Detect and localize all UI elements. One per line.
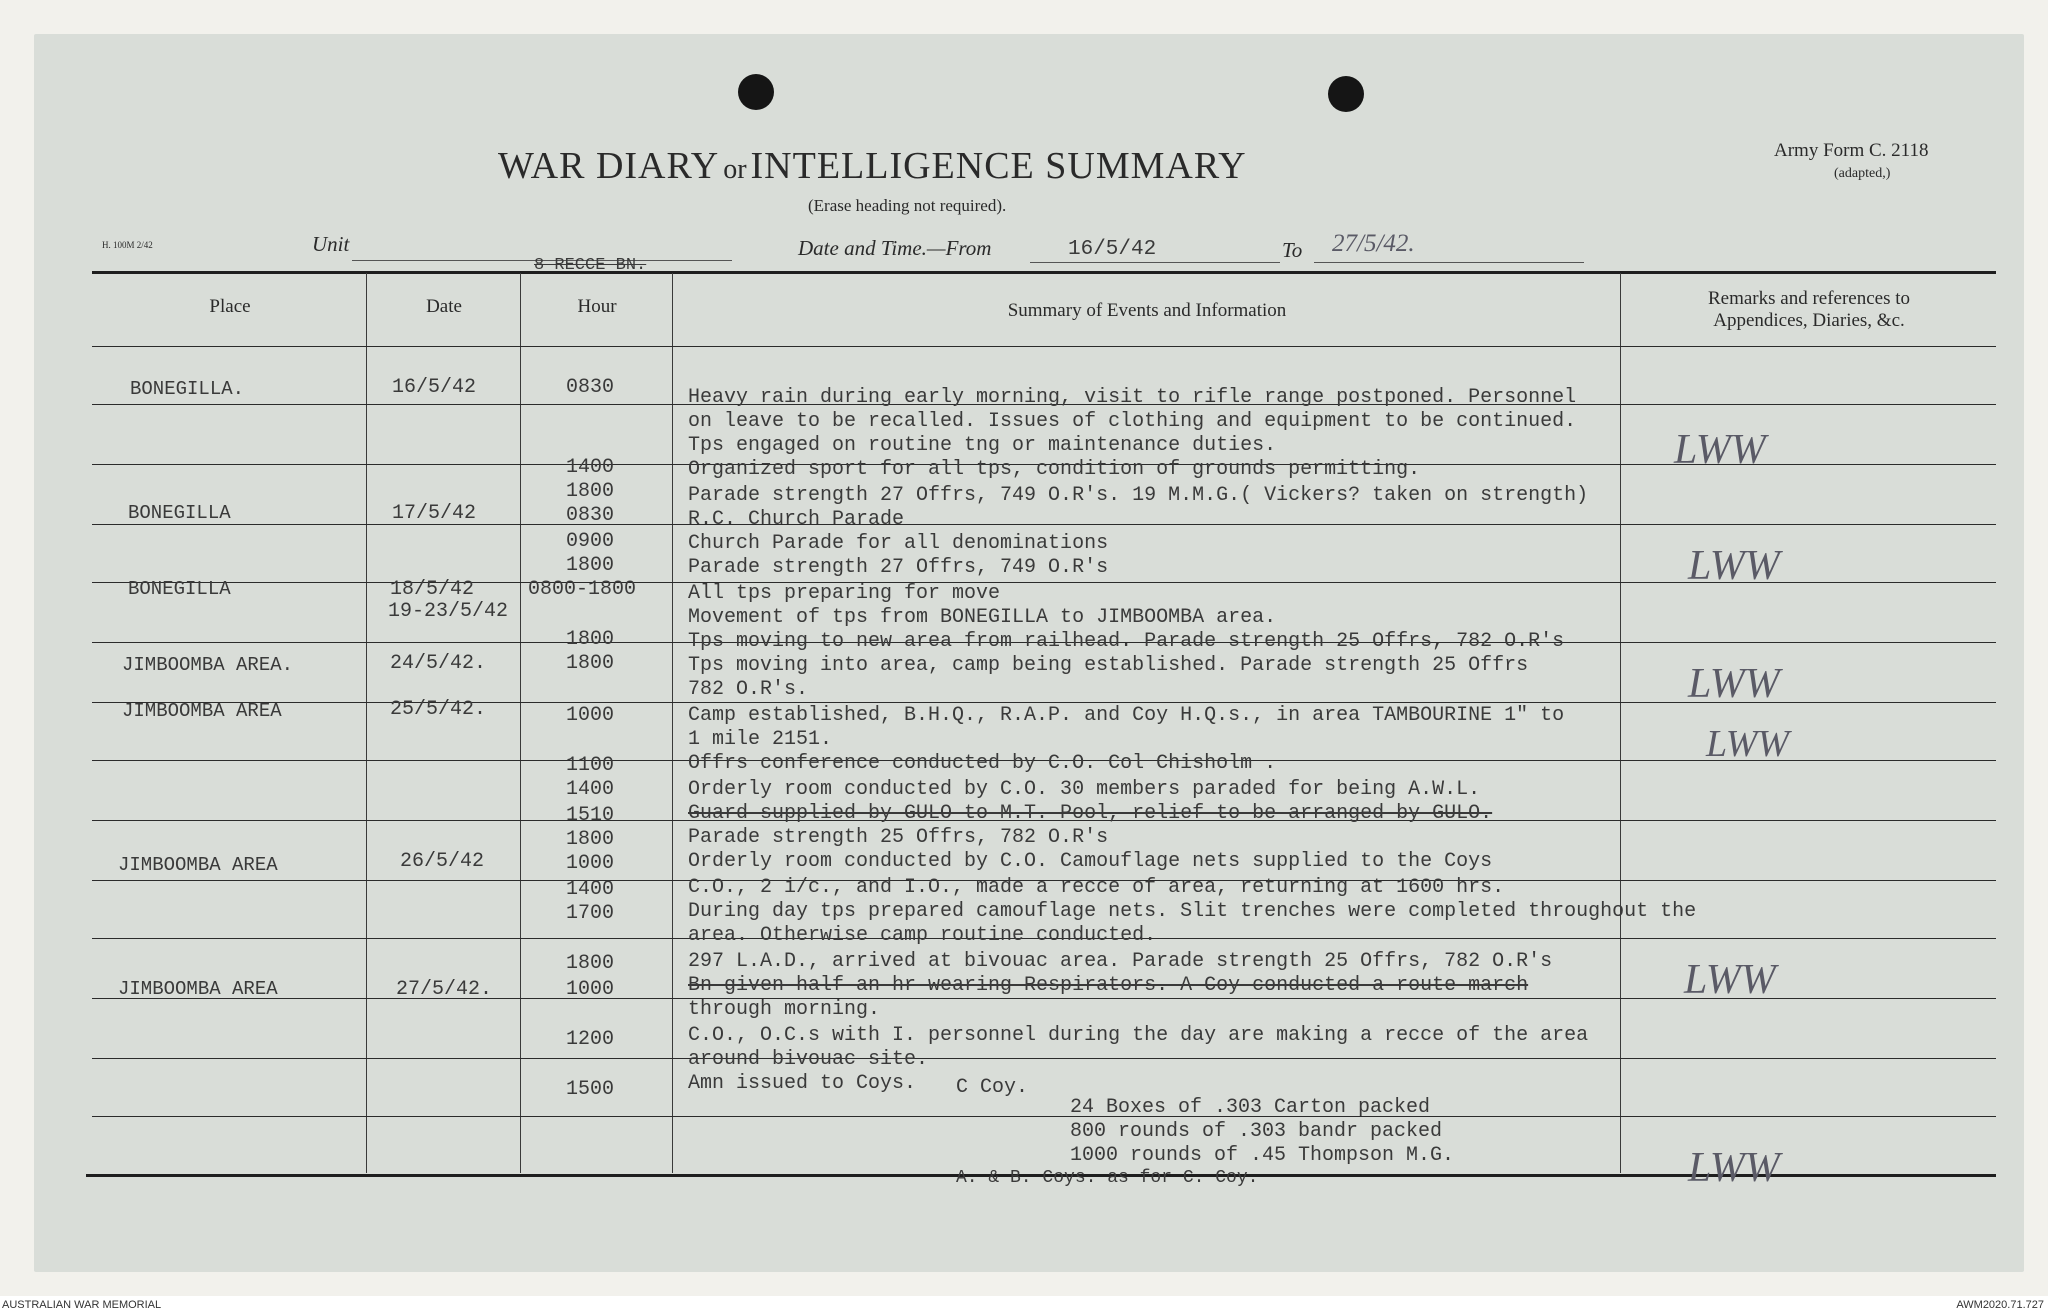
column-header-remarks: Remarks and references to Appendices, Diaries, &c.: [1707, 288, 1911, 331]
summary-line: Church Parade for all denominations: [688, 532, 1109, 555]
hour-cell: 1000: [566, 704, 615, 727]
hour-cell: 1000: [566, 852, 615, 875]
form-subtitle: (Erase heading not required).: [808, 196, 1007, 215]
hour-cell: 1400: [566, 456, 615, 479]
summary-line: 782 O.R's.: [688, 678, 809, 701]
column-divider: [366, 273, 367, 1173]
summary-line: All tps preparing for move: [688, 582, 1001, 605]
hour-cell: 1800: [566, 628, 615, 651]
from-field-line: [1030, 262, 1280, 263]
archive-reference: AWM2020.71.727: [1956, 1299, 2044, 1311]
place-cell: JIMBOOMBA AREA: [118, 978, 278, 1000]
place-cell: BONEGILLA: [128, 502, 231, 524]
table-top-rule: [92, 271, 1996, 274]
date-time-label: Date and Time.—From: [798, 236, 992, 260]
date-cell: 16/5/42: [392, 376, 477, 399]
to-field-line: [1314, 262, 1584, 263]
summary-line: C.O., 2 i/c., and I.O., made a recce of area, returning at 1600 hrs.: [688, 876, 1505, 899]
summary-line: Heavy rain during early morning, visit to rifle range postponed. Personnel: [688, 386, 1577, 409]
initials-signature: LWW: [1706, 723, 1790, 765]
hour-cell: 0800-1800: [528, 578, 637, 601]
unit-label: Unit: [312, 232, 350, 256]
hour-cell: 1000: [566, 978, 615, 1001]
punch-hole: [738, 74, 774, 110]
column-divider: [672, 273, 673, 1173]
place-cell: JIMBOOMBA AREA: [118, 854, 278, 876]
summary-line: Parade strength 25 Offrs, 782 O.R's: [688, 826, 1109, 849]
archive-name: AUSTRALIAN WAR MEMORIAL: [2, 1299, 162, 1311]
date-cell: 19-23/5/42: [388, 600, 509, 623]
initials-signature: LWW: [1684, 957, 1776, 1003]
summary-line: R.C. Church Parade: [688, 508, 905, 531]
hour-cell: 1510: [566, 804, 615, 827]
summary-line: Tps moving to new area from railhead. Parade strength 25 Offrs, 782 O.R's: [688, 630, 1565, 653]
summary-line: Organized sport for all tps, condition of grounds permitting.: [688, 458, 1421, 481]
hour-cell: 0830: [566, 504, 615, 527]
date-to-value: 27/5/42.: [1332, 230, 1415, 257]
row-rule: [92, 524, 1996, 525]
summary-line: on leave to be recalled. Issues of clothing and equipment to be continued.: [688, 410, 1577, 433]
hour-cell: 1200: [566, 1028, 615, 1051]
hour-cell: 1800: [566, 828, 615, 851]
summary-line: 1 mile 2151.: [688, 728, 833, 751]
date-cell: 17/5/42: [392, 502, 477, 525]
place-cell: JIMBOOMBA AREA.: [122, 654, 294, 676]
summary-line: Bn given half an hr wearing Respirators. A Coy conducted a route march: [688, 974, 1529, 997]
army-form-adapted: (adapted,): [1834, 166, 1891, 181]
hour-cell: 1400: [566, 778, 615, 801]
summary-line: C Coy.: [956, 1076, 1029, 1099]
summary-line: through morning.: [688, 998, 881, 1021]
summary-line: Amn issued to Coys.: [688, 1072, 917, 1095]
column-divider: [1620, 273, 1621, 1173]
summary-line: Parade strength 27 Offrs, 749 O.R's: [688, 556, 1109, 579]
summary-line: Camp established, B.H.Q., R.A.P. and Coy H.Q.s., in area TAMBOURINE 1" to: [688, 704, 1565, 727]
hour-cell: 0830: [566, 376, 615, 399]
place-cell: JIMBOOMBA AREA: [122, 700, 282, 722]
date-cell: 27/5/42.: [396, 978, 493, 1001]
summary-line: Orderly room conducted by C.O. 30 members paraded for being A.W.L.: [688, 778, 1481, 801]
summary-line: around bivouac site.: [688, 1048, 929, 1071]
hour-cell: 1800: [566, 652, 615, 675]
unit-value: 8 RECCE BN.: [534, 256, 647, 275]
summary-line: 1000 rounds of .45 Thompson M.G.: [1070, 1144, 1455, 1167]
column-header-summary: Summary of Events and Information: [1007, 300, 1287, 321]
summary-line: area. Otherwise camp routine conducted.: [688, 924, 1157, 947]
date-cell: 26/5/42: [400, 850, 485, 873]
summary-line: A. & B. Coys. as for C. Coy.: [956, 1168, 1259, 1188]
row-rule: [92, 1058, 1996, 1059]
army-form-number: Army Form C. 2118: [1774, 140, 1929, 161]
summary-line: Tps engaged on routine tng or maintenance duties.: [688, 434, 1277, 457]
to-label: To: [1282, 238, 1303, 262]
hour-cell: 1800: [566, 554, 615, 577]
summary-line: Guard supplied by GULO to M.T. Pool, relief to be arranged by GULO.: [688, 802, 1493, 825]
summary-line: 800 rounds of .303 bandr packed: [1070, 1120, 1443, 1143]
summary-line: Tps moving into area, camp being established. Parade strength 25 Offrs: [688, 654, 1529, 677]
hour-cell: 1800: [566, 952, 615, 975]
print-code: H. 100M 2/42: [102, 240, 153, 250]
place-cell: BONEGILLA: [128, 578, 231, 600]
date-cell: 25/5/42.: [390, 698, 487, 721]
initials-signature: LWW: [1688, 1145, 1780, 1191]
hour-cell: 1800: [566, 480, 615, 503]
form-title: WAR DIARY or INTELLIGENCE SUMMARY: [498, 145, 1247, 187]
summary-line: C.O., O.C.s with I. personnel during the day are making a recce of the area: [688, 1024, 1589, 1047]
date-cell: 18/5/42: [390, 578, 475, 601]
summary-line: 297 L.A.D., arrived at bivouac area. Parade strength 25 Offrs, 782 O.R's: [688, 950, 1553, 973]
hour-cell: 1400: [566, 878, 615, 901]
summary-line: Parade strength 27 Offrs, 749 O.R's. 19 M.M.G.( Vickers? taken on strength): [688, 484, 1589, 507]
header-rule: [92, 346, 1996, 347]
column-header-hour: Hour: [577, 296, 617, 317]
column-header-date: Date: [426, 296, 462, 317]
summary-line: During day tps prepared camouflage nets. Slit trenches were completed throughout the: [688, 900, 1697, 923]
summary-line: Orderly room conducted by C.O. Camouflage nets supplied to the Coys: [688, 850, 1493, 873]
initials-signature: LWW: [1688, 543, 1780, 589]
column-divider: [520, 273, 521, 1173]
date-cell: 24/5/42.: [390, 652, 487, 675]
diary-sheet: [34, 34, 2024, 1272]
hour-cell: 1500: [566, 1078, 615, 1101]
hour-cell: 1700: [566, 902, 615, 925]
summary-line: Movement of tps from BONEGILLA to JIMBOOMBA area.: [688, 606, 1277, 629]
summary-line: 24 Boxes of .303 Carton packed: [1070, 1096, 1431, 1119]
hour-cell: 0900: [566, 530, 615, 553]
row-rule: [92, 1116, 1996, 1117]
archive-footer: [0, 1296, 2048, 1316]
initials-signature: LWW: [1674, 427, 1766, 473]
date-from-value: 16/5/42: [1068, 238, 1157, 261]
summary-line: Offrs conference conducted by C.O. Col Chisholm .: [688, 752, 1277, 775]
punch-hole: [1328, 76, 1364, 112]
place-cell: BONEGILLA.: [130, 378, 245, 400]
initials-signature: LWW: [1688, 661, 1780, 707]
column-header-place: Place: [209, 296, 251, 317]
hour-cell: 1100: [566, 754, 615, 777]
